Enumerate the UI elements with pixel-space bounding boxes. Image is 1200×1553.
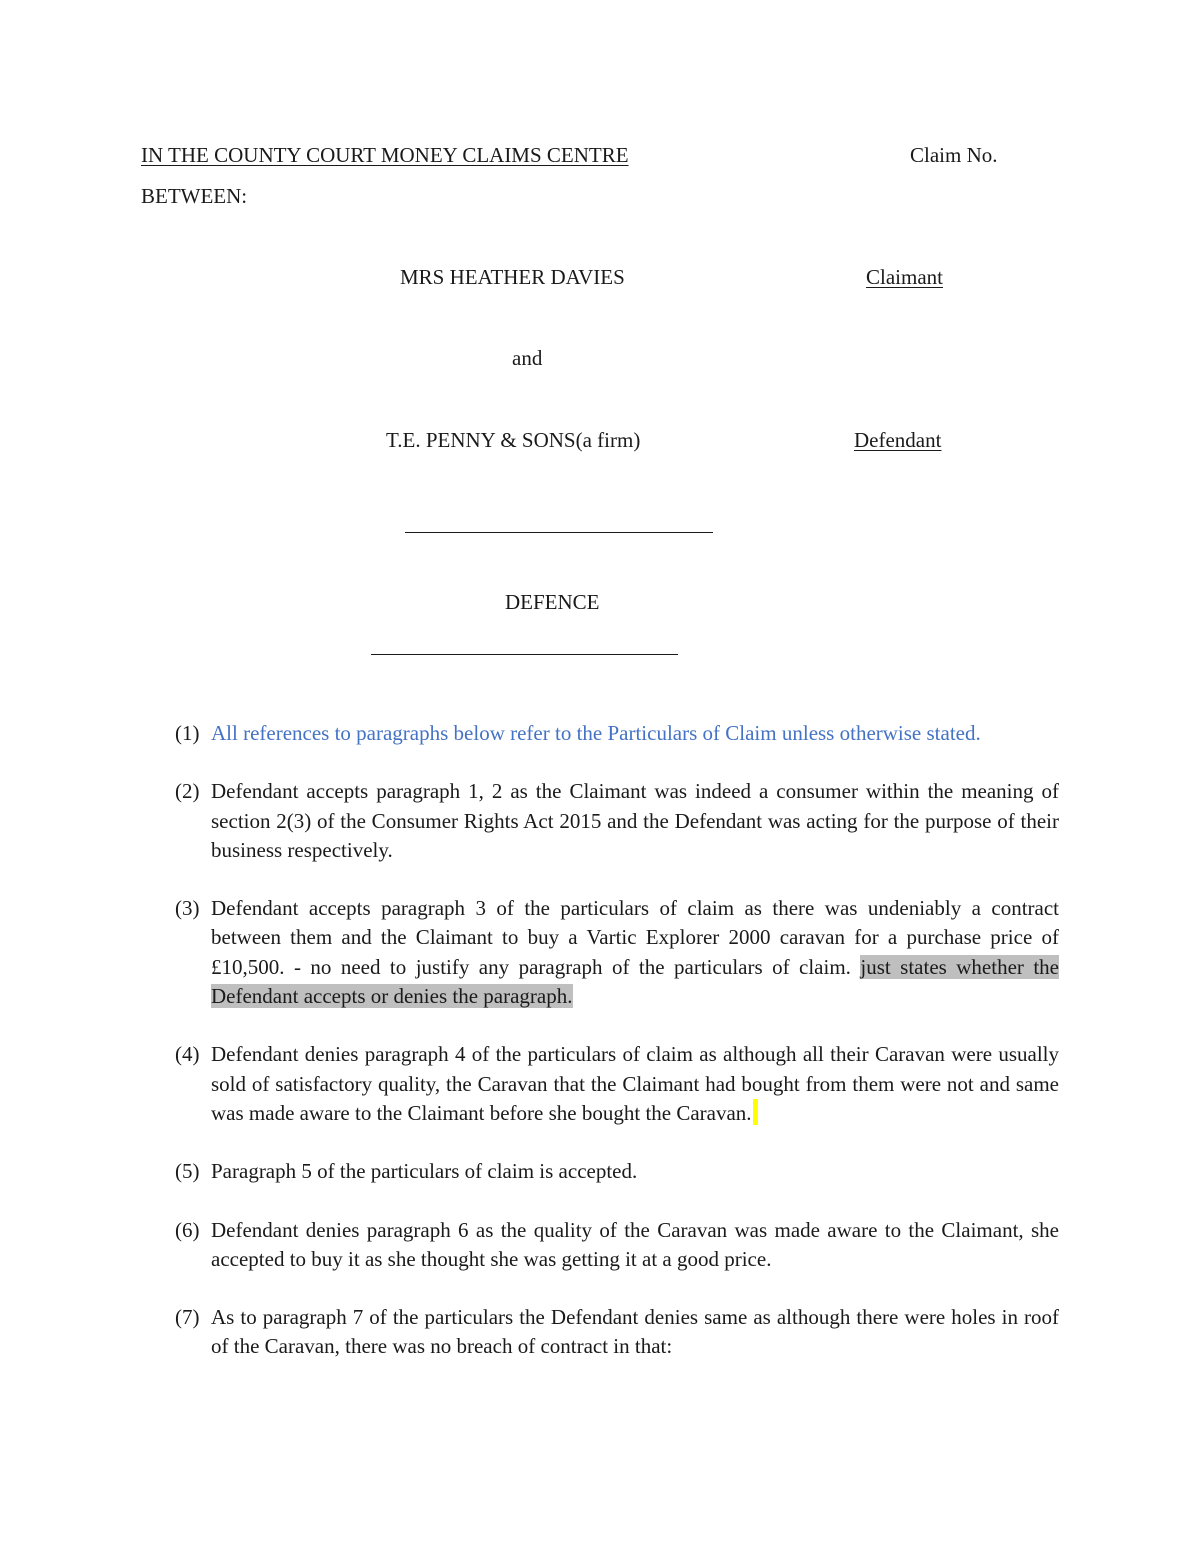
paragraph-number: (7) — [175, 1305, 200, 1330]
paragraph-number: (4) — [175, 1042, 200, 1067]
paragraph-text: Defendant accepts paragraph 1, 2 as the Claimant was indeed a consumer within the meaning of section 2(3) of the Consumer Rights Act 2015 and the Defendant was acting for the purpose of their business respectively. — [211, 779, 1059, 862]
paragraph-7 — [175, 1303, 1059, 1362]
paragraph-5 — [175, 1157, 1059, 1186]
claim-number-label: Claim No. — [910, 143, 998, 167]
paragraph-text: Defendant denies paragraph 6 as the quality of the Caravan was made aware to the Claimant, she accepted to buy it as she thought she was getting it at a good price. — [211, 1217, 1059, 1271]
paragraph-number: (5) — [175, 1159, 200, 1184]
paragraph-number: (1) — [175, 721, 200, 745]
paragraph-2 — [175, 777, 1059, 865]
paragraph-text: As to paragraph 7 of the particulars the Defendant denies same as although there were holes in roof of the Caravan, there was no breach of contract in that: — [211, 1305, 1059, 1359]
defendant-name: T.E. PENNY & SONS(a firm) — [386, 428, 641, 452]
paragraph-text: All references to paragraphs below refer to the Particulars of Claim unless otherwise stated. — [211, 721, 981, 745]
paragraph-text: Defendant denies paragraph 4 of the particulars of claim as although all their Caravan were usually sold of satisfactory quality, the Caravan that the Claimant had bought from them were not and same was made aware to the Claimant before she bought the Caravan. — [211, 1042, 1059, 1125]
heading-rule-top — [405, 532, 713, 533]
defendant-role-label: Defendant — [854, 428, 942, 452]
claimant-name: MRS HEATHER DAVIES — [400, 265, 625, 289]
yellow-highlight-mark — [753, 1099, 758, 1125]
document-title: DEFENCE — [505, 590, 600, 614]
paragraph-6 — [175, 1216, 1059, 1275]
paragraph-1 — [175, 719, 1059, 748]
paragraph-text: Paragraph 5 of the particulars of claim is accepted. — [211, 1159, 638, 1184]
heading-rule-bottom — [371, 654, 678, 655]
paragraph-4 — [175, 1040, 1059, 1128]
defence-paragraphs — [175, 719, 1059, 1362]
party-conjunction: and — [512, 346, 543, 370]
paragraph-number: (2) — [175, 779, 200, 804]
between-label: BETWEEN: — [141, 184, 248, 208]
highlighted-comment: just states whether the Defendant accepts or denies the paragraph. — [211, 954, 1059, 1009]
paragraph-text: Defendant accepts paragraph 3 of the particulars of claim as there was undeniably a contract between them and the Claimant to buy a Vartic Explorer 2000 caravan for a purchase price of £10,500. - no need to justify any paragraph of the particulars of claim. — [211, 896, 1059, 979]
paragraph-3 — [175, 894, 1059, 1011]
paragraph-number: (3) — [175, 896, 200, 921]
paragraph-number: (6) — [175, 1217, 200, 1242]
court-title: IN THE COUNTY COURT MONEY CLAIMS CENTRE — [141, 143, 629, 167]
claimant-role-label: Claimant — [866, 265, 943, 289]
